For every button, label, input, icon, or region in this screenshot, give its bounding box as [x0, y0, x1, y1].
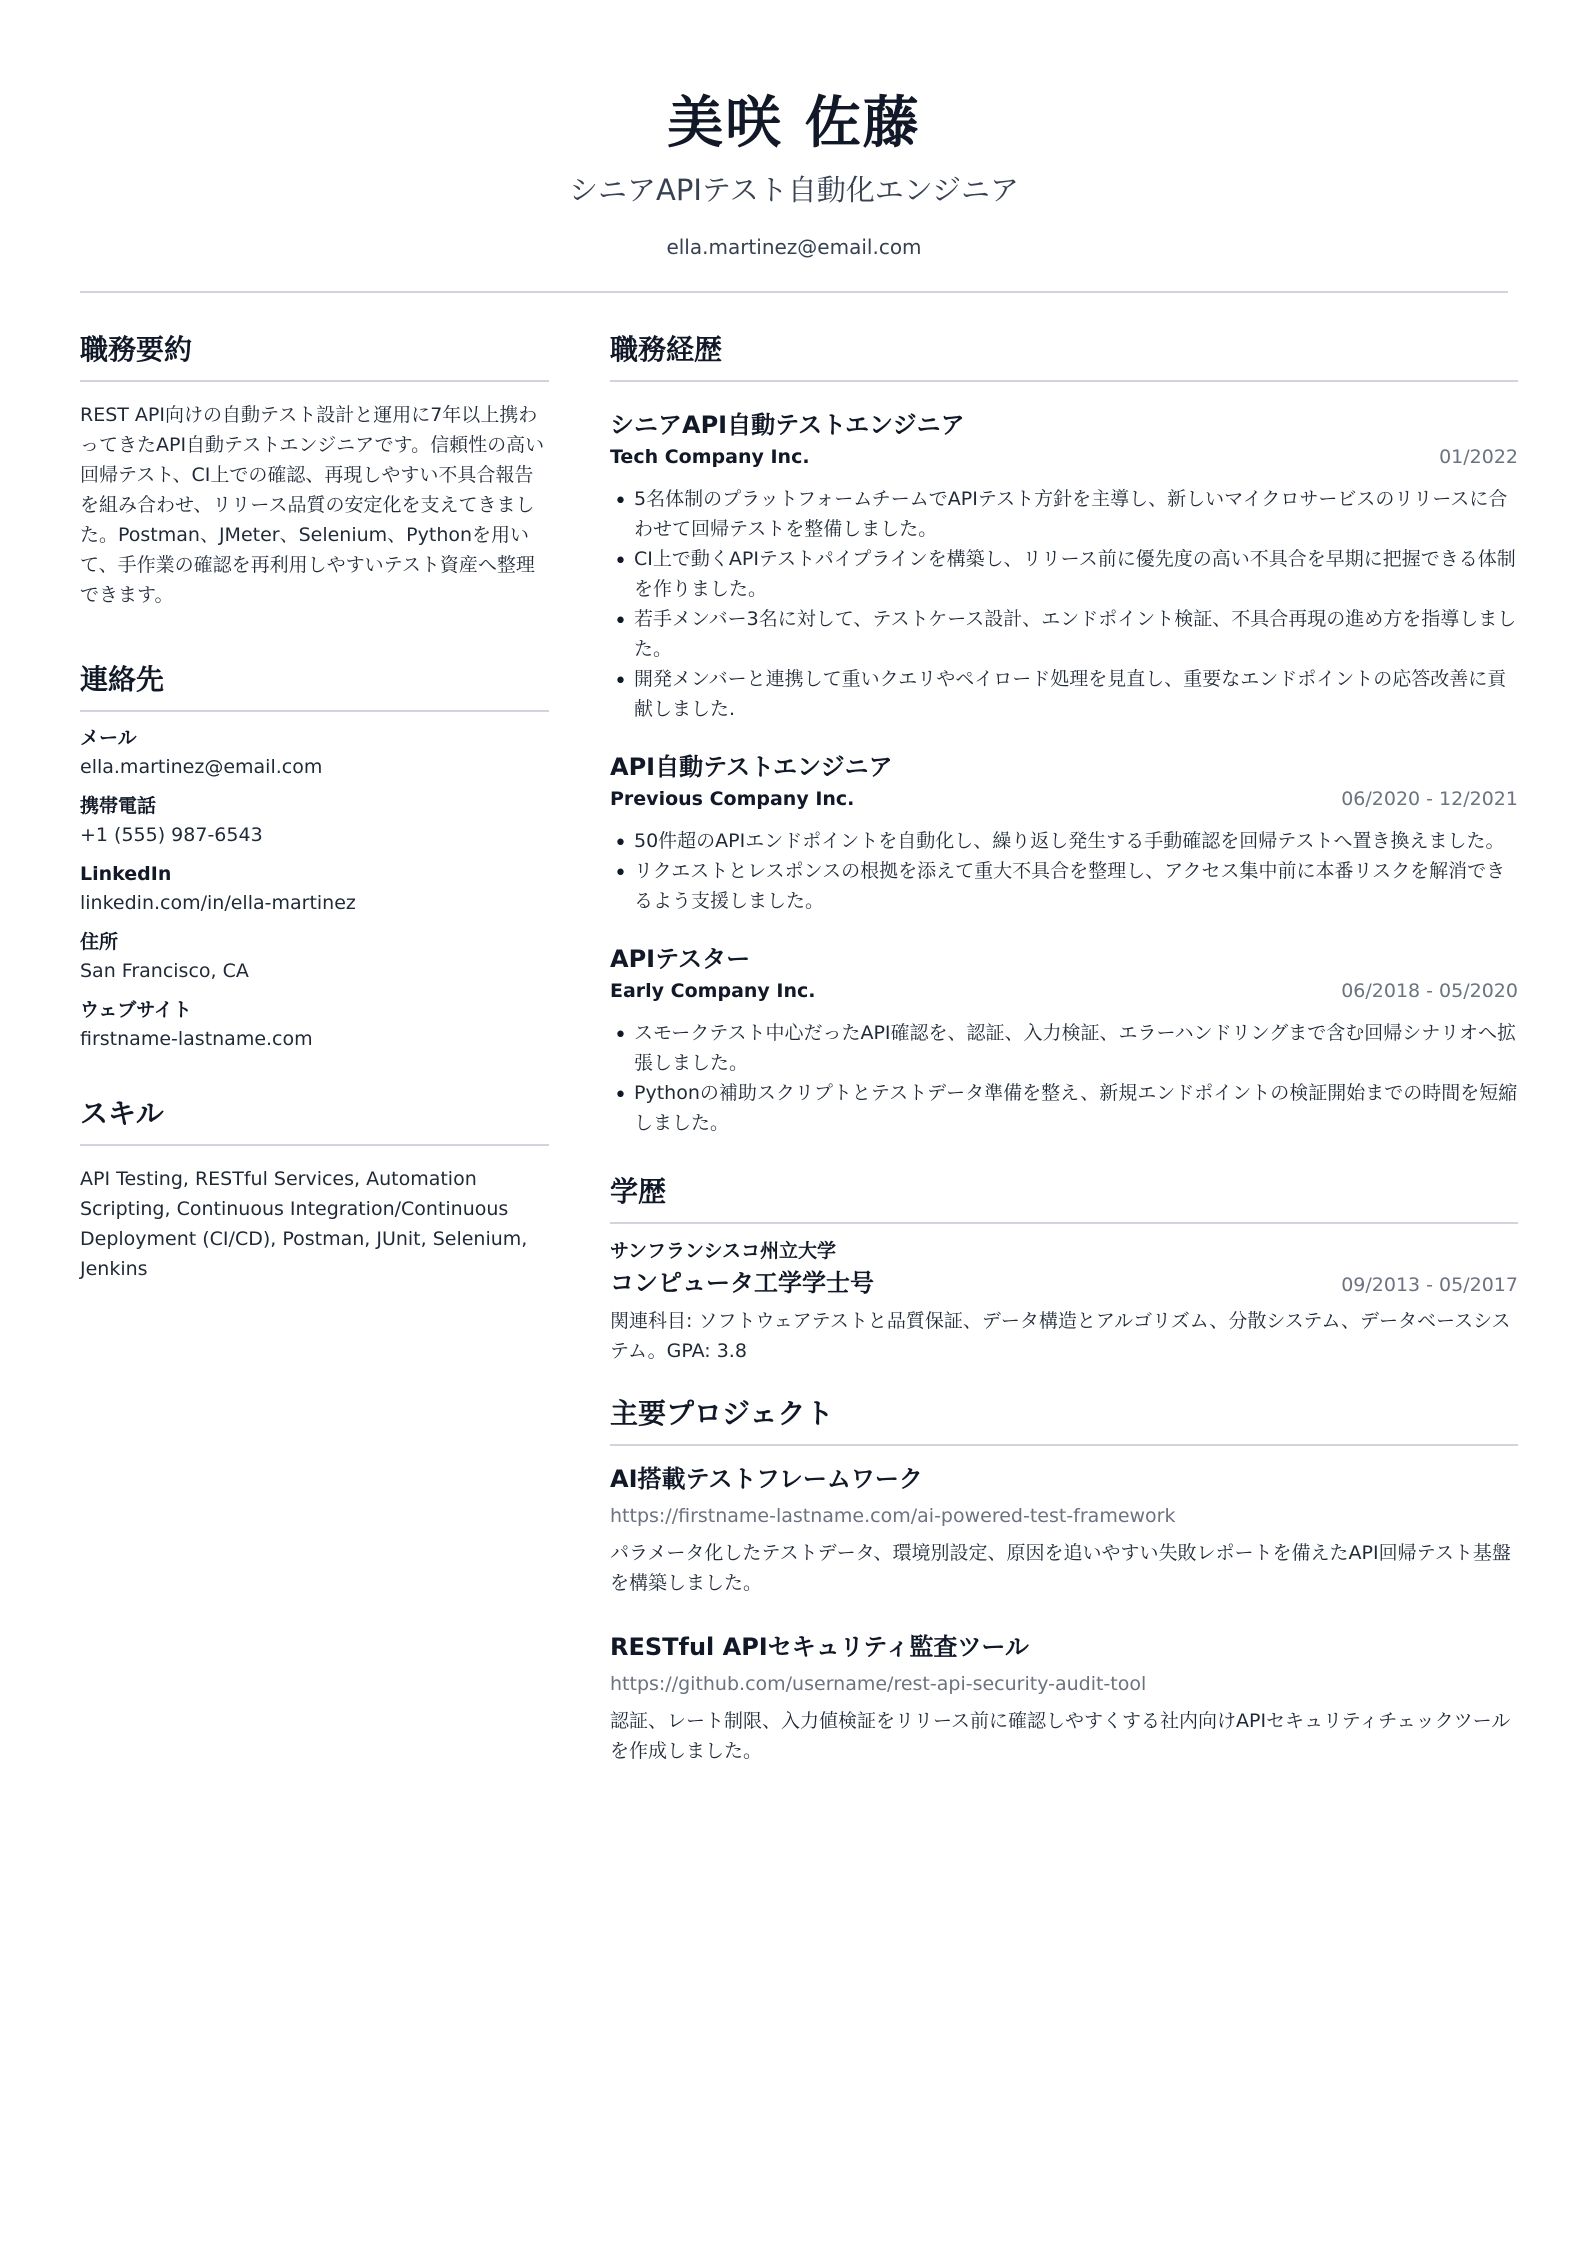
job-bullets	[610, 826, 1518, 916]
project-description: 認証、レート制限、入力値検証をリリース前に確認しやすくする社内向けAPIセキュリティチェックツールを作成しました。	[610, 1710, 1511, 1762]
header-email[interactable]: ella.martinez@email.com	[666, 235, 922, 259]
projects-section	[610, 1394, 1518, 1766]
job-meta	[610, 784, 1518, 814]
job-company: Previous Company Inc.	[610, 788, 855, 810]
contact-phone-value[interactable]: +1 (555) 987-6543	[80, 824, 263, 846]
job-company: Early Company Inc.	[610, 980, 816, 1002]
job-bullet: • 5名体制のプラットフォームチームでAPIテスト方針を主導し、新しいマイクロサービスのリリースに合わせて回帰テストを整備しました。	[610, 484, 1518, 544]
education-meta	[610, 1266, 1518, 1300]
summary-text: REST API向けの自動テスト設計と運用に7年以上携わってきたAPI自動テストエンジニアです。信頼性の高い回帰テスト、CI上での確認、再現しやすい不具合報告を組み合わせ、リリース品質の安定化を支えてきました。Postman、JMeter、Selenium、Pythonを用いて、手作業の確認を再利用しやすいテスト資産へ整理できます。	[80, 404, 545, 606]
contact-item-linkedin	[80, 860, 549, 918]
job-bullet: • 若手メンバー3名に対して、テストケース設計、エンドポイント検証、不具合再現の進め方を指導しました。	[610, 604, 1518, 664]
job-title: API自動テストエンジニア	[610, 753, 893, 781]
project-entry	[610, 1630, 1518, 1766]
contact-linkedin-value[interactable]: linkedin.com/in/ella-martinez	[80, 892, 356, 914]
job-entry	[610, 408, 1518, 724]
job-title: シニアAPI自動テストエンジニア	[610, 411, 965, 439]
education-date: 09/2013 - 05/2017	[1341, 1274, 1518, 1296]
job-bullet: • 開発メンバーと連携して重いクエリやペイロード処理を見直し、重要なエンドポイントの応答改善に貢献しました.	[610, 664, 1518, 724]
contact-address-value: San Francisco, CA	[80, 960, 249, 982]
contact-label: メール	[80, 727, 137, 749]
job-date: 06/2020 - 12/2021	[1341, 788, 1518, 810]
education-school: サンフランシスコ州立大学	[610, 1240, 837, 1262]
education-detail: 関連科目: ソフトウェアテストと品質保証、データ構造とアルゴリズム、分散システム、データベースシステム。GPA: 3.8	[610, 1310, 1511, 1362]
contact-email-value[interactable]: ella.martinez@email.com	[80, 756, 323, 778]
job-title: APIテスター	[610, 945, 751, 973]
contact-list	[80, 724, 549, 1054]
right-column	[610, 330, 1518, 1766]
contact-label: LinkedIn	[80, 863, 172, 885]
job-company: Tech Company Inc.	[610, 446, 810, 468]
job-date: 06/2018 - 05/2020	[1341, 980, 1518, 1002]
job-date: 01/2022	[1439, 446, 1518, 468]
job-bullet: • スモークテスト中心だったAPI確認を、認証、入力検証、エラーハンドリングまで含む回帰シナリオへ拡張しました。	[610, 1018, 1518, 1078]
contact-heading: 連絡先	[80, 660, 549, 712]
project-entry	[610, 1462, 1518, 1598]
education-section	[610, 1172, 1518, 1366]
job-bullets	[610, 484, 1518, 724]
contact-item-address	[80, 928, 549, 986]
skills-section	[80, 1094, 549, 1284]
candidate-name: 美咲 佐藤	[667, 91, 921, 156]
job-entry	[610, 750, 1518, 916]
job-meta	[610, 442, 1518, 472]
job-entry	[610, 942, 1518, 1138]
project-url-link[interactable]: https://firstname-lastname.com/ai-powered-test-framework	[610, 1505, 1176, 1527]
experience-heading: 職務経歴	[610, 330, 1518, 382]
job-bullet: • リクエストとレスポンスの根拠を添えて重大不具合を整理し、アクセス集中前に本番リスクを解消できるよう支援しました。	[610, 856, 1518, 916]
summary-heading: 職務要約	[80, 330, 549, 382]
projects-heading: 主要プロジェクト	[610, 1394, 1518, 1446]
summary-section	[80, 330, 549, 610]
left-column	[80, 330, 549, 1284]
contact-item-website	[80, 996, 549, 1054]
header-divider	[80, 291, 1508, 293]
project-title: AI搭載テストフレームワーク	[610, 1465, 923, 1493]
experience-section	[610, 330, 1518, 1138]
project-url-link[interactable]: https://github.com/username/rest-api-security-audit-tool	[610, 1673, 1147, 1695]
project-description: パラメータ化したテストデータ、環境別設定、原因を追いやすい失敗レポートを備えたAPI回帰テスト基盤を構築しました。	[610, 1542, 1511, 1594]
candidate-title: シニアAPIテスト自動化エンジニア	[569, 173, 1019, 207]
education-degree: コンピュータ工学学士号	[610, 1269, 874, 1297]
contact-website-value[interactable]: firstname-lastname.com	[80, 1028, 313, 1050]
contact-label: 携帯電話	[80, 795, 157, 817]
job-bullet: • Pythonの補助スクリプトとテストデータ準備を整え、新規エンドポイントの検証開始までの時間を短縮しました。	[610, 1078, 1518, 1138]
contact-item-email	[80, 724, 549, 782]
job-bullets	[610, 1018, 1518, 1138]
project-title: RESTful APIセキュリティ監査ツール	[610, 1633, 1029, 1661]
contact-section	[80, 660, 549, 1054]
job-bullet: • CI上で動くAPIテストパイプラインを構築し、リリース前に優先度の高い不具合を早期に把握できる体制を作りました。	[610, 544, 1518, 604]
contact-label: 住所	[80, 931, 119, 953]
contact-label: ウェブサイト	[80, 999, 192, 1021]
job-meta	[610, 976, 1518, 1006]
skills-text: API Testing, RESTful Services, Automation Scripting, Continuous Integration/Continuous Deployment (CI/CD), Postman, JUnit, Selenium, Jenkins	[80, 1168, 528, 1280]
skills-heading: スキル	[80, 1094, 549, 1146]
job-bullet: • 50件超のAPIエンドポイントを自動化し、繰り返し発生する手動確認を回帰テストへ置き換えました。	[610, 826, 1518, 856]
contact-item-phone	[80, 792, 549, 850]
education-heading: 学歴	[610, 1172, 1518, 1224]
